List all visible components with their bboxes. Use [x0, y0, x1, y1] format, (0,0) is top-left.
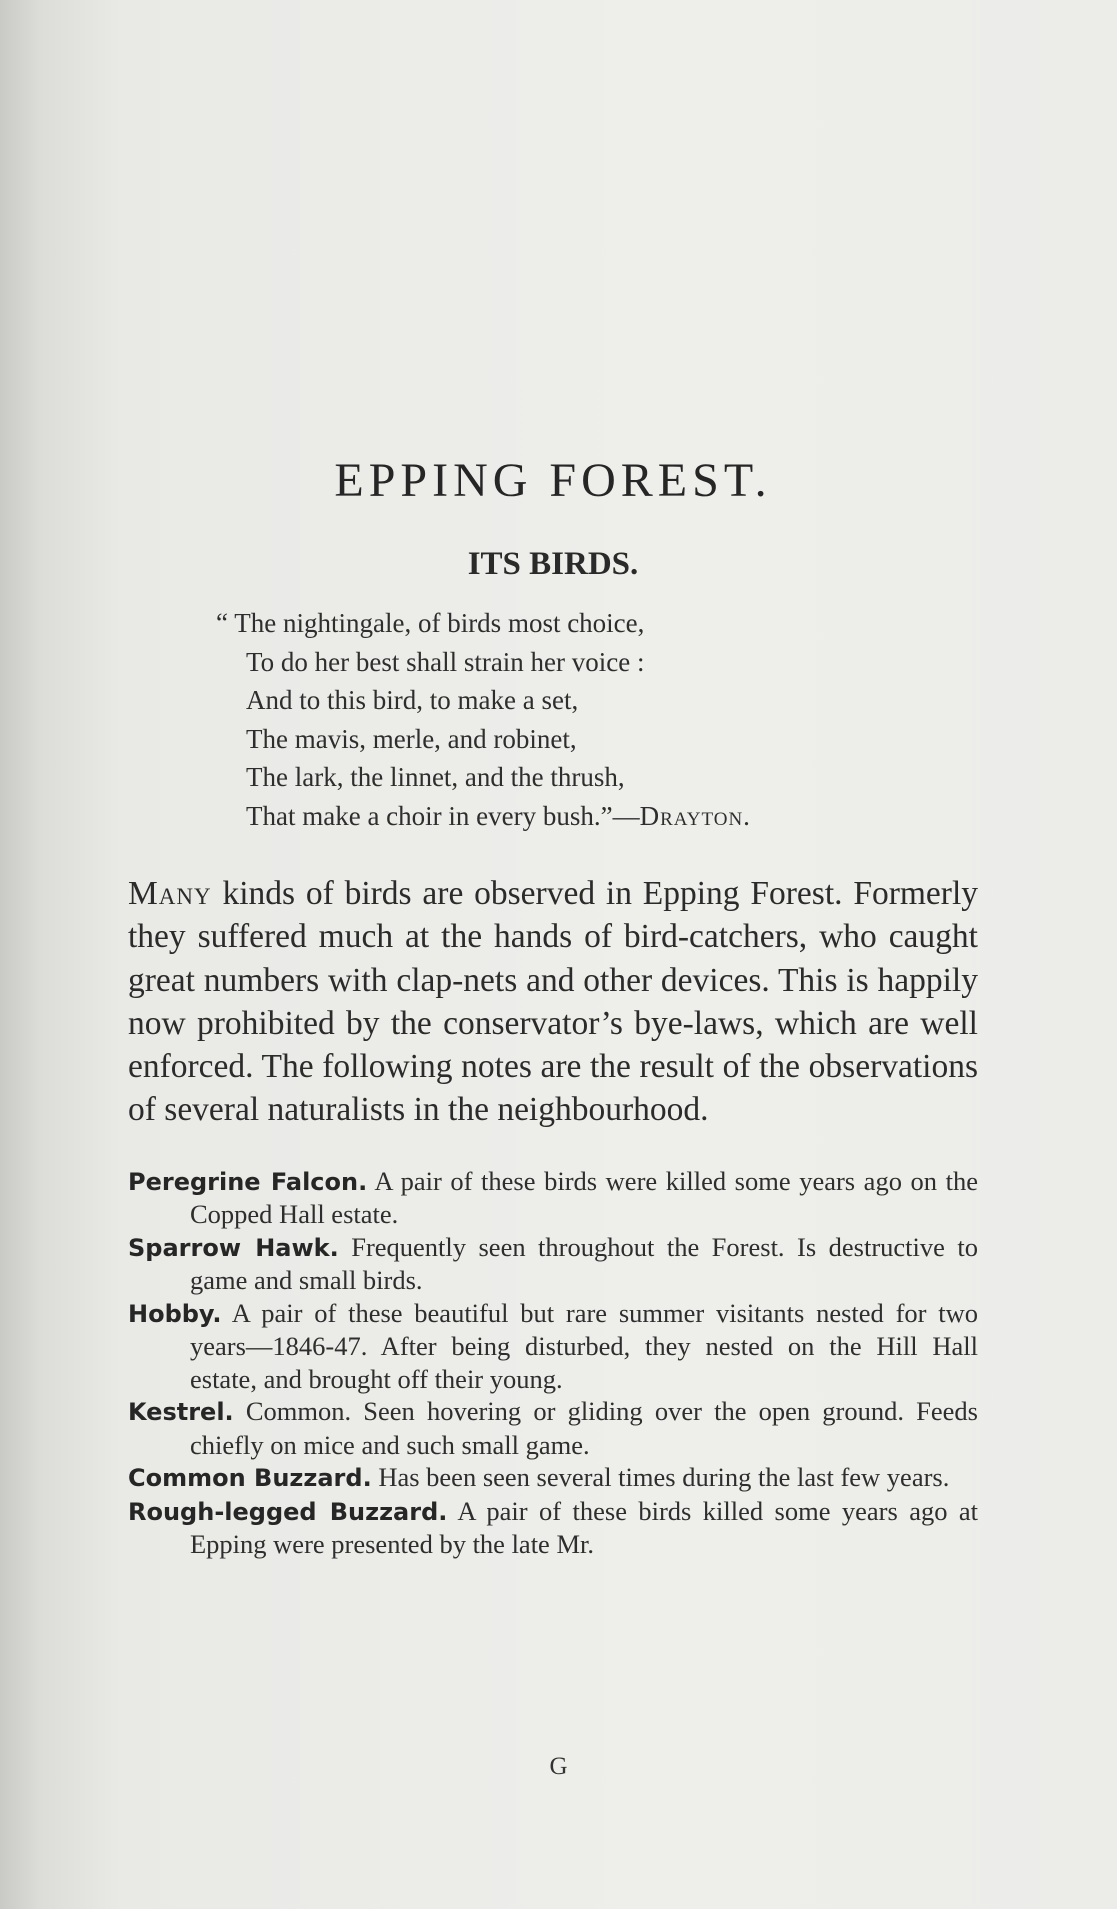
species-name: Sparrow Hawk.: [128, 1233, 339, 1262]
species-name: Common Buzzard.: [128, 1464, 372, 1493]
poem-line: And to this bird, to make a set,: [246, 685, 579, 716]
intro-lead-word: Many: [128, 875, 212, 913]
species-note: Common. Seen hovering or gliding over the open ground. Feeds chiefly on mice and such small game.: [190, 1396, 978, 1460]
species-name: Peregrine Falcon.: [128, 1167, 368, 1196]
species-entry: [128, 1461, 978, 1495]
species-note: Frequently seen throughout the Forest. Is destructive to game and small birds.: [190, 1231, 978, 1296]
species-entry: [128, 1297, 978, 1396]
species-list: [128, 1165, 978, 1561]
poem-line: To do her best shall strain her voice :: [246, 646, 645, 677]
poem-line: The lark, the linnet, and the thrush,: [246, 762, 625, 793]
intro-paragraph: [128, 872, 978, 1131]
species-entry: [128, 1165, 978, 1231]
intro-text: kinds of birds are observed in Epping Forest. Formerly they suffered much at the hands of bird-catchers, who caught great numbers with clap-nets and other devices. This is happily now prohibited by the conservator’s bye-laws, which are well enforced. The following notes are the result of the observations of several naturalists in the neighbourhood.: [128, 875, 978, 1129]
species-entry: [128, 1495, 978, 1561]
poem-line: The mavis, merle, and robinet,: [246, 723, 577, 754]
section-subtitle: ITS BIRDS.: [467, 545, 639, 582]
species-note: A pair of these birds were killed some years ago on the Copped Hall estate.: [190, 1165, 978, 1230]
page-title: EPPING FOREST.: [334, 454, 772, 507]
poem-line: “ The nightingale, of birds most choice,: [216, 608, 645, 639]
page-content: [128, 455, 978, 1561]
signature-mark: G: [549, 1753, 568, 1780]
epigraph-poem: [216, 604, 978, 835]
species-note: Has been seen several times during the last few years.: [371, 1462, 950, 1493]
species-name: Hobby.: [128, 1299, 222, 1328]
poem-attribution: Drayton.: [639, 800, 751, 831]
poem-line-last: [246, 797, 978, 836]
species-note: A pair of these birds killed some years ago at Epping were presented by the late Mr.: [190, 1495, 978, 1560]
species-note: A pair of these beautiful but rare summer visitants nested for two years—1846-47. After being disturbed, they nested on the Hill Hall estate, and brought off their young.: [190, 1297, 978, 1394]
species-entry: [128, 1395, 978, 1461]
poem-line-text: That make a choir in every bush.”—: [246, 800, 640, 831]
species-name: Kestrel.: [128, 1398, 234, 1427]
species-entry: [128, 1231, 978, 1297]
species-name: Rough-legged Buzzard.: [128, 1497, 448, 1526]
